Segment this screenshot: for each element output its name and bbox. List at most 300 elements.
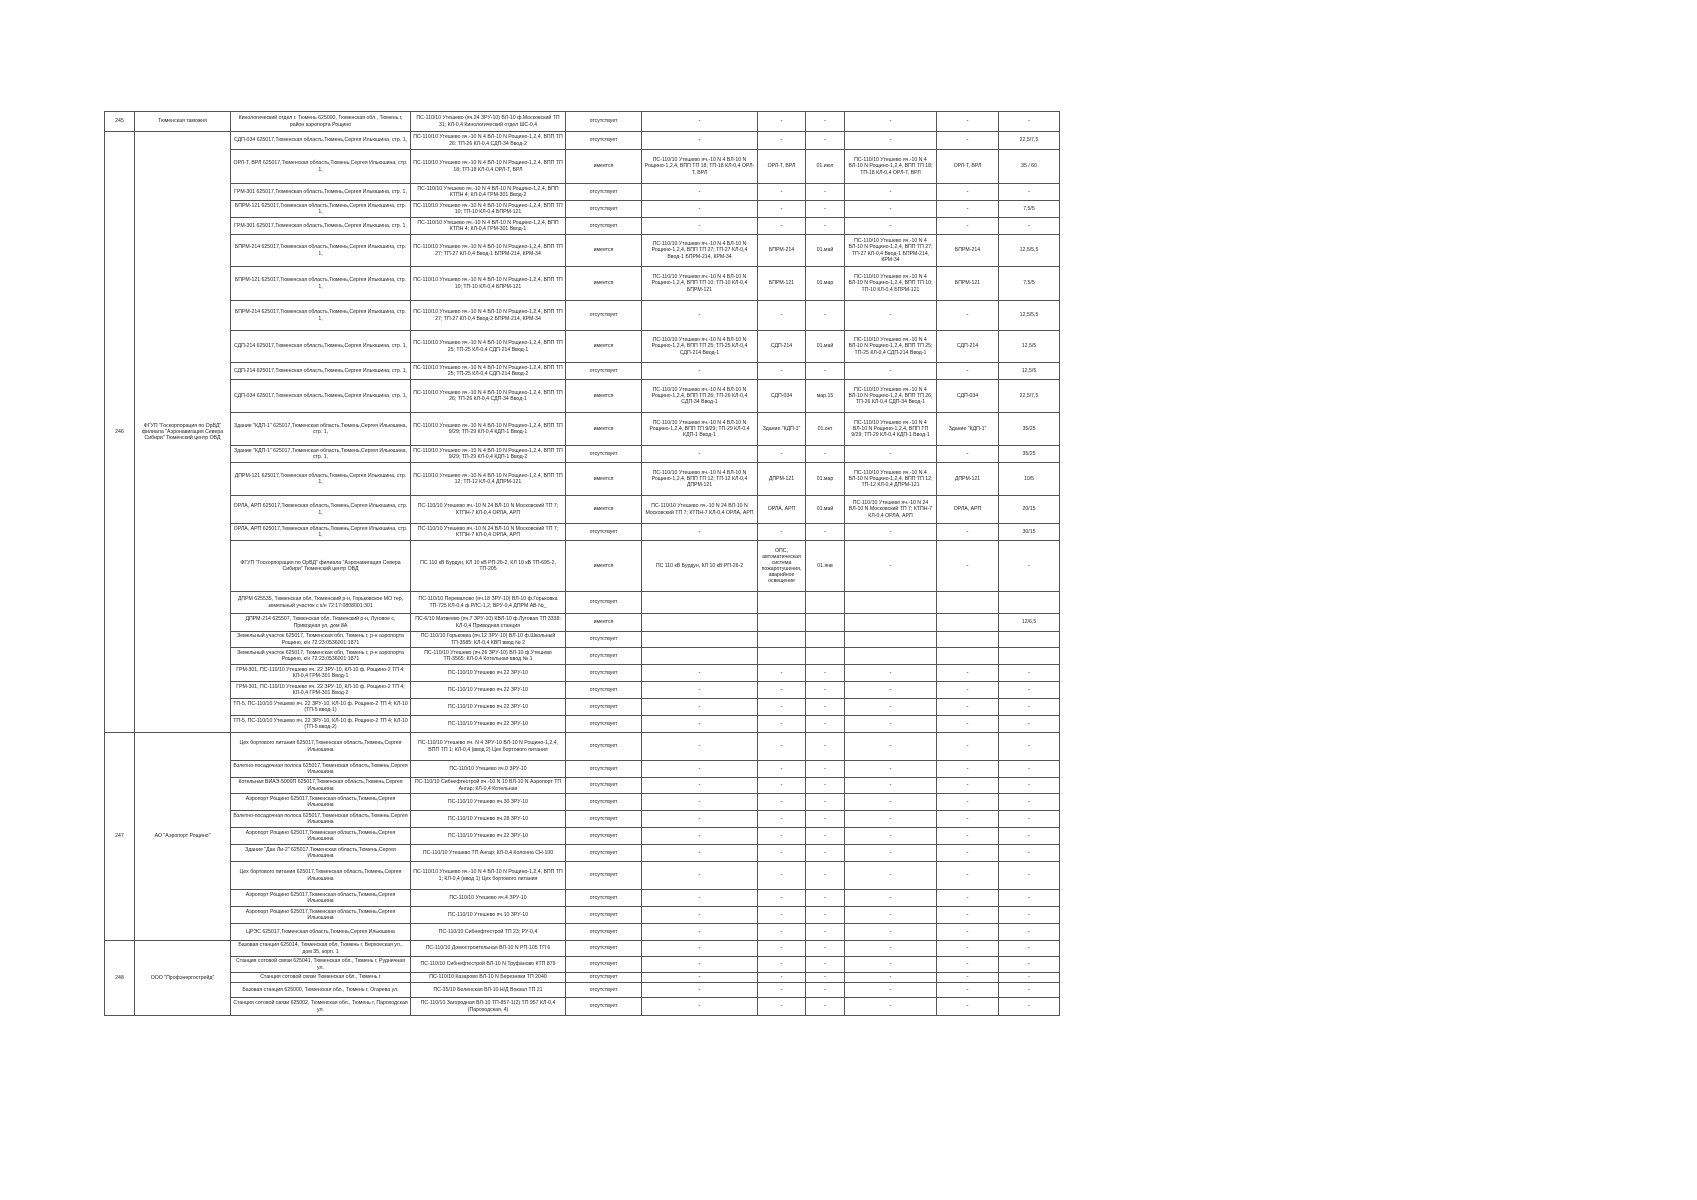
backup-object-2-cell: - [937,699,999,716]
power-source-cell: ПС-110/10 Утешево яч.22 ЗРУ-10 [411,828,566,845]
backup-object-2-cell: - [937,862,999,890]
backup-source-cell: ПС-110/10 Утешево яч.-10 N 4 ВЛ-10 N Рощино-1,2,4, ВПП ТП 18; ТП-18 КЛ-0,4 ОРЛ-Т, ВРЛ [642,150,758,184]
table-row [105,845,1155,862]
backup-source-2-cell: - [845,132,937,150]
backup-object-2-cell: - [937,811,999,828]
load-cell: 7,5/5 [999,267,1060,301]
power-source-cell: ПС-110/10 Утешево яч.28 ЗРУ-10 [411,811,566,828]
backup-object-cell: - [758,699,806,716]
load-cell: - [999,218,1060,235]
date-cell: - [806,446,845,463]
backup-object-2-cell: - [937,218,999,235]
backup-object-2-cell: - [937,924,999,941]
backup-source-cell: - [642,983,758,998]
backup-source-cell: - [642,794,758,811]
backup-source-cell: ПС-110/10 Утешево яч.-10 N 4 ВЛ-10 N Рощино-1,2,4, ВПП ТП 27; ТП-27 КЛ-0,4 Ввод-1 БПРМ-214, КРМ-34 [642,235,758,267]
backup-object-2-cell: СДП-214 [937,331,999,363]
table-row [105,828,1155,845]
status-cell: отсутствует [566,112,642,132]
status-cell: имеется [566,267,642,301]
backup-object-cell [758,592,806,614]
date-cell: 01.июл [806,150,845,184]
backup-object-2-cell: - [937,682,999,699]
load-cell: - [999,998,1060,1016]
status-cell: имеется [566,331,642,363]
table-row [105,941,1155,957]
load-cell: - [999,682,1060,699]
backup-object-cell [758,614,806,632]
status-cell: отсутствует [566,973,642,983]
power-source-cell: ПС-110/10 Утешево яч.22 ЗРУ-10 [411,716,566,733]
load-cell: 35/25 [999,413,1060,446]
backup-object-cell: - [758,811,806,828]
backup-source-cell: - [642,665,758,682]
organization-name: ООО "Профэнергострейд" [135,941,231,1016]
backup-object-2-cell: - [937,957,999,973]
status-cell: отсутствует [566,632,642,648]
backup-source-cell: ПС 110 кВ Бурдун, КЛ 10 кВ РП-26-2 [642,541,758,592]
object-address-cell: СДП-214 625017,Тюменская область,Тюмень,Сергея Ильюшина, стр. 1, [231,331,411,363]
status-cell: отсутствует [566,716,642,733]
load-cell: - [999,862,1060,890]
load-cell: 7,5/5 [999,201,1060,218]
date-cell: - [806,828,845,845]
backup-source-2-cell: - [845,184,937,201]
status-cell: отсутствует [566,998,642,1016]
table-row [105,907,1155,924]
backup-object-cell: - [758,828,806,845]
date-cell: - [806,811,845,828]
backup-object-2-cell: - [937,778,999,794]
backup-object-cell: СДП-034 [758,380,806,413]
backup-object-cell: - [758,973,806,983]
table-row [105,380,1155,413]
backup-object-cell: - [758,907,806,924]
status-cell: отсутствует [566,924,642,941]
object-address-cell: ДПРМ-121 625017,Тюменская область,Тюмень,Сергея Ильюшина, стр. 1, [231,463,411,496]
date-cell: 01.мар [806,463,845,496]
table-row [105,413,1155,446]
power-source-cell: ПС-110/10 Утешево яч.-10 N 4 ВЛ-10 N Рощино-1,2,4, ВПП ТП 25; ТП-25 КЛ-0,4 СДП-214 Ввод-1 [411,331,566,363]
backup-source-2-cell: ПС-110/10 Утешево яч.-10 N 4 ВЛ-10 N Рощино-1,2,4, ВПП ТП 25; ТП-25 КЛ-0,4 СДП-214 Ввод-1 [845,331,937,363]
object-address-cell: Станция сотовой связи Тюменская обл., Тюмень г [231,973,411,983]
backup-source-cell: - [642,890,758,907]
object-address-cell: ЦРЭС 625017,Тюменская область,Тюмень,Сергея Ильюшина [231,924,411,941]
backup-object-2-cell: - [937,733,999,761]
backup-source-cell: - [642,446,758,463]
backup-object-2-cell [937,592,999,614]
load-cell: 35 / 60 [999,150,1060,184]
object-address-cell: ОРЛА, АРП 625017,Тюменская область,Тюмень,Сергея Ильюшина, стр. 1, [231,496,411,524]
table-row [105,463,1155,496]
status-cell: отсутствует [566,811,642,828]
backup-object-cell [758,648,806,665]
backup-object-2-cell: ДПРМ-121 [937,463,999,496]
table-row [105,862,1155,890]
date-cell: - [806,132,845,150]
backup-source-2-cell: - [845,446,937,463]
backup-source-2-cell: ПС-110/10 Утешево яч.-10 N 4 ВЛ-10 N Рощино-1,2,4, ВПП ТП 26; ТП-26 КЛ-0,4 СДП-34 Ввод-1 [845,380,937,413]
backup-object-cell: - [758,682,806,699]
organization-name: ФГУП "Госкорпорация по ОрВД" филиала "Аэронавигация Севера Сибири" Тюменский центр ОВД [135,132,231,733]
backup-object-2-cell: - [937,201,999,218]
power-source-cell: ПС-110/10 Утешево яч.-10 N 4 ВЛ-10 N Рощино-1,2,4, ВПП ТП 10; ТП-10 КЛ-0,4 БПРМ-121 [411,267,566,301]
date-cell: - [806,201,845,218]
backup-object-2-cell: - [937,973,999,983]
backup-source-cell: - [642,132,758,150]
load-cell: - [999,665,1060,682]
load-cell: - [999,184,1060,201]
backup-object-cell: Здание "КДП-1" [758,413,806,446]
table-row [105,331,1155,363]
load-cell: 22,5/7,5 [999,380,1060,413]
object-address-cell: Базовая станция 625000, Тюменская обл., Тюмень г, Огарева ул. [231,983,411,998]
status-cell: имеется [566,541,642,592]
object-address-cell: Аэропорт Рощино 625017,Тюменская область,Тюмень,Сергея Ильюшина [231,907,411,924]
table-row [105,699,1155,716]
backup-source-2-cell: - [845,845,937,862]
power-source-cell: ПС-35/10 Беленская ВЛ-10 Н/Д Вокзал ТП 21 [411,983,566,998]
object-address-cell: СДП-034 625017,Тюменская область,Тюмень,Сергея Ильюшина, стр. 1, [231,132,411,150]
backup-object-cell [758,632,806,648]
object-address-cell: Аэропорт Рощино 625017,Тюменская область,Тюмень,Сергея Ильюшина [231,794,411,811]
load-cell: 10/5 [999,463,1060,496]
date-cell: - [806,699,845,716]
backup-source-cell: - [642,218,758,235]
date-cell: - [806,794,845,811]
backup-object-2-cell: Здание "КДП-1" [937,413,999,446]
power-source-cell: ПС-110/10 Казарово ВЛ-10 N Березняки ТП 2040 [411,973,566,983]
backup-source-2-cell: - [845,828,937,845]
backup-object-2-cell: - [937,998,999,1016]
power-source-cell: ПС-110/10 Утешево яч.0 ЗРУ-10 [411,761,566,778]
backup-source-2-cell: ПС-110/10 Утешево яч.-10 N 4 ВЛ-10 N Рощино-1,2,4, ВПП ТП 12; ТП-12 КЛ-0,4 ДПРМ-121 [845,463,937,496]
backup-source-2-cell: ПС-110/10 Утешево яч.-10 N 4 ВЛ-10 N Рощино-1,2,4, ВПП ТП 27; ТП-27 КЛ-0,4 Ввод-1 БПРМ-214, КРМ-34 [845,235,937,267]
load-cell: - [999,983,1060,998]
date-cell: - [806,890,845,907]
backup-object-2-cell [937,632,999,648]
load-cell: - [999,811,1060,828]
backup-source-2-cell: - [845,983,937,998]
backup-source-2-cell [845,614,937,632]
backup-object-2-cell: - [937,541,999,592]
status-cell: отсутствует [566,957,642,973]
table-row [105,446,1155,463]
status-cell: имеется [566,463,642,496]
date-cell: - [806,733,845,761]
power-source-cell: ПС-110/10 Утешево яч.-10 N 4 ВЛ-10 N Рощино-1,2,4, ВПП ТП 9/29; ТП-29 КЛ-0,4 КДП-1 Ввод-2 [411,446,566,463]
backup-object-cell: ОПС, автоматическая система пожаротушения, аварийное освещение [758,541,806,592]
status-cell: отсутствует [566,592,642,614]
date-cell: - [806,218,845,235]
object-address-cell: Аэропорт Рощино 625017,Тюменская область,Тюмень,Сергея Ильюшина [231,828,411,845]
object-address-cell: БПРМ-214 625017,Тюменская область,Тюмень,Сергея Ильюшина, стр. 1, [231,301,411,331]
power-source-cell: ПС-110/10 Утешево яч.-10 N 4 ВЛ-10 N Рощино-1,2,4, ВПП ТП 27; ТП-27 КЛ-0,4 Ввод-1 БПРМ-214, КРМ-34 [411,235,566,267]
power-source-cell: ПС-110/10 Утешево яч.-10 N 4 ВЛ-10 N Рощино-1,2,4, ВПП ТП 1; КЛ-0,4 (ввод 1) Цех бортового питания [411,862,566,890]
backup-source-cell [642,614,758,632]
date-cell: - [806,907,845,924]
load-cell: 12,5/5,5 [999,301,1060,331]
backup-source-cell: - [642,845,758,862]
date-cell: 01.май [806,331,845,363]
organization-name: АО "Аэропорт Рощино" [135,733,231,941]
power-source-cell: ПС-110/10 Утешево яч.-10 N 4 ВЛ-10 N Рощино-1,2,4, ВПП КТПН 4; КЛ-0,4 ГРМ-301 Ввод-1 [411,218,566,235]
status-cell: отсутствует [566,941,642,957]
backup-source-2-cell: - [845,363,937,380]
power-source-cell: ПС-110/10 Утешево (яч.26 ЗРУ-10) ВЛ-10 ф.Утешево ТП-3565: КЛ-0,4 Котельная ввод № 1 [411,648,566,665]
power-source-cell: ПС-110/10 Утешево яч.-10 N 4 ВЛ-10 N Рощино-1,2,4, ВПП ТП 9/29; ТП-29 КЛ-0,4 КДП-1 Ввод-1 [411,413,566,446]
backup-source-2-cell: - [845,998,937,1016]
table-row [105,716,1155,733]
load-cell: 12,5/5 [999,363,1060,380]
status-cell: отсутствует [566,184,642,201]
data-table-sheet [104,111,1154,1016]
backup-source-2-cell: - [845,201,937,218]
backup-source-2-cell: - [845,301,937,331]
backup-source-2-cell: - [845,924,937,941]
backup-source-cell: - [642,811,758,828]
backup-source-2-cell: - [845,682,937,699]
backup-object-cell: - [758,201,806,218]
backup-source-cell: - [642,112,758,132]
load-cell: - [999,733,1060,761]
load-cell: 12,5/5,5 [999,235,1060,267]
status-cell: отсутствует [566,301,642,331]
object-address-cell: Котельная ВИАЭ-5000П 625017,Тюменская область,Тюмень,Сергея Ильюшина [231,778,411,794]
table-row [105,794,1155,811]
power-source-cell: ПС-110/10 Утешево яч.-10 N 4 ВЛ-10 N Рощино-1,2,4, ВПП ТП 12; ТП-12 КЛ-0,4 ДПРМ-121 [411,463,566,496]
date-cell: - [806,862,845,890]
objects-table [104,111,1155,1016]
backup-object-cell: - [758,184,806,201]
power-source-cell: ПС-110/10 Утешево яч.-10 N 4 ВЛ-10 N Рощино-1,2,4, ВПП ТП 10; ТП-10 КЛ-0,4 БПРМ-121 [411,201,566,218]
power-source-cell: ПС-110/10 Утешево яч.-10 N 4 ВЛ-10 N Рощино-1,2,4, ВПП ТП 26: ТП-26 КЛ-0,4 СДП-34 Ввод-2 [411,132,566,150]
backup-source-2-cell: - [845,112,937,132]
table-row [105,924,1155,941]
object-address-cell: Кинологический отдел г. Тюмень 625000, Тюменская обл., Тюмень г, район аэропорта Рощино [231,112,411,132]
date-cell: мар.15 [806,380,845,413]
backup-source-cell: - [642,924,758,941]
backup-object-2-cell [937,614,999,632]
power-source-cell: ПС-110/10 Утешево яч.22 ЗРУ-10 [411,665,566,682]
backup-source-2-cell [845,648,937,665]
object-address-cell: СДП-214 625017,Тюменская область,Тюмень,Сергея Ильюшина, стр. 1, [231,363,411,380]
backup-object-2-cell: - [937,363,999,380]
backup-source-2-cell: - [845,733,937,761]
object-address-cell: ДПРМ-214 625507, Тюменская обл, Тюменский р-н, Луговое с, Приводная ул, дом 8А [231,614,411,632]
backup-source-cell: ПС-110/10 Утешево яч.-10 N 4 ВЛ-10 N Рощино-1,2,4, ВПП ТП 9/29; ТП-29 КЛ-0,4 КДП-1 Ввод-1 [642,413,758,446]
backup-source-2-cell [845,592,937,614]
object-address-cell: Цех бортового питания 625017,Тюменская область,Тюмень,Сергея Ильюшина [231,862,411,890]
backup-object-cell: - [758,665,806,682]
backup-object-cell: - [758,301,806,331]
status-cell: имеется [566,150,642,184]
object-address-cell: Земельный участок 625017, Тюменская обл, Тюмень г, р-н аэропорта Рощино, к/н 72:23:0536001:1871 [231,648,411,665]
date-cell: - [806,665,845,682]
backup-object-2-cell: - [937,845,999,862]
backup-object-2-cell: - [937,941,999,957]
date-cell: - [806,301,845,331]
object-address-cell: БПРМ-121 625017,Тюменская область,Тюмень,Сергея Ильюшина, стр. 1, [231,201,411,218]
power-source-cell: ПС-110/10 Утешево яч.-10 N 24 ВЛ-10 N Московский ТП 7; КТПН-7 КЛ-0,4 ОРЛА, АРП [411,524,566,541]
backup-source-cell: ПС-110/10 Утешево яч.-10 N 4 ВЛ-10 N Рощино-1,2,4, ВПП ТП 25; ТП-25 КЛ-0,4 СДП-214 Ввод-1 [642,331,758,363]
backup-object-2-cell: БПРМ-121 [937,267,999,301]
backup-object-cell: - [758,845,806,862]
status-cell: отсутствует [566,682,642,699]
status-cell: имеется [566,614,642,632]
power-source-cell: ПС-110/10 Утешево (яч.24 ЗРУ-10) ВЛ-10 ф.Московский ТП 31; КЛ-0,4 Кинологический отдел ШС-0,4 [411,112,566,132]
status-cell: отсутствует [566,778,642,794]
date-cell: - [806,941,845,957]
backup-object-cell: - [758,716,806,733]
load-cell: 35/25 [999,446,1060,463]
backup-source-cell: - [642,201,758,218]
backup-object-cell: СДП-214 [758,331,806,363]
load-cell: 22,5/7,5 [999,132,1060,150]
backup-source-2-cell [845,632,937,648]
table-row [105,665,1155,682]
date-cell: - [806,778,845,794]
status-cell: отсутствует [566,363,642,380]
backup-source-cell [642,648,758,665]
date-cell: - [806,761,845,778]
backup-source-2-cell: ПС-110/10 Утешево яч.-10 N 4 ВЛ-10 N Рощино-1,2,4, ВПП ТП 9/29; ТП-29 КЛ-0,4 КДП-1 Ввод-1 [845,413,937,446]
power-source-cell: ПС-110/10 Утешево яч.-10 N 4 ВЛ-10 N Рощино-1,2,4, ВПП ТП 26; ТП-26 КЛ-0,4 СДП-34 Ввод-1 [411,380,566,413]
backup-source-cell: - [642,998,758,1016]
load-cell: - [999,541,1060,592]
backup-source-2-cell: - [845,907,937,924]
status-cell: отсутствует [566,218,642,235]
object-address-cell: ГРМ-301, ПС-110/10 Утешево яч. 22 ЗРУ-10, КЛ-10 ф. Рощино-2 ТП 4; КЛ-0,4 ГРМ-301 Ввод-1 [231,665,411,682]
table-row [105,267,1155,301]
table-row [105,184,1155,201]
backup-object-2-cell: - [937,132,999,150]
power-source-cell: ПС-110/10 Сибнефтестрой ВЛ-10 N Труфаново КТП 879 [411,957,566,973]
backup-object-2-cell: - [937,828,999,845]
backup-object-2-cell: СДП-034 [937,380,999,413]
table-row [105,592,1155,614]
object-address-cell: БПРМ-214 625017,Тюменская область,Тюмень,Сергея Ильюшина, стр. 1, [231,235,411,267]
table-row [105,761,1155,778]
backup-source-2-cell: - [845,699,937,716]
table-row [105,541,1155,592]
status-cell: отсутствует [566,648,642,665]
date-cell: 01.мар [806,267,845,301]
backup-source-cell: - [642,733,758,761]
load-cell: - [999,761,1060,778]
object-address-cell: ГРМ-301 625017,Тюменская область,Тюмень,Сергея Ильюшина, стр. 1, [231,218,411,235]
table-row [105,983,1155,998]
date-cell [806,648,845,665]
status-cell: отсутствует [566,983,642,998]
power-source-cell: ПС-110/10 Загородная ВЛ-10 ТП-857-1(2) ТП 957 КЛ-0,4 (Пароходская, 4) [411,998,566,1016]
object-address-cell: Цех бортового питания 625017,Тюменская область,Тюмень,Сергея Ильюшина [231,733,411,761]
date-cell: - [806,845,845,862]
backup-object-2-cell: - [937,184,999,201]
backup-source-cell: ПС-110/10 Утешево яч.-10 N 4 ВЛ-10 N Рощино-1,2,4, ВПП ТП 10; ТП-10 КЛ-0,4 БПРМ-121 [642,267,758,301]
object-address-cell: ФГУП "Госкорпорация по ОрВД" филиала "Аэронавигация Севера Сибири" Тюменский центр ОВД [231,541,411,592]
status-cell: отсутствует [566,733,642,761]
load-cell: - [999,941,1060,957]
object-address-cell: ГРМ-301 625017,Тюменская область,Тюмень,Сергея Ильюшина, стр. 1, [231,184,411,201]
date-cell: - [806,524,845,541]
status-cell: отсутствует [566,665,642,682]
table-row [105,301,1155,331]
backup-object-2-cell: ОРЛА, АРП [937,496,999,524]
backup-source-2-cell: - [845,761,937,778]
backup-object-2-cell: - [937,112,999,132]
power-source-cell: ПС-110/10 Утешево яч.22 ЗРУ-10 [411,699,566,716]
power-source-cell: ПС-110/10 Утешево яч.4 ЗРУ-10 [411,890,566,907]
status-cell: отсутствует [566,699,642,716]
date-cell: - [806,112,845,132]
backup-source-2-cell: - [845,541,937,592]
backup-source-cell: - [642,907,758,924]
backup-object-cell: - [758,112,806,132]
date-cell: 01.май [806,235,845,267]
status-cell: имеется [566,413,642,446]
power-source-cell: ПС-110/10 Утешево яч.-10 N 4 ВЛ-10 N Рощино-1,2,4, ВПП ТП 18; ТП-18 КЛ-0,4 ОРЛ-Т, ВРЛ [411,150,566,184]
backup-object-cell: - [758,998,806,1016]
backup-object-2-cell: - [937,890,999,907]
power-source-cell: ПС-110/10 Утешево яч.30 ЗРУ-10 [411,794,566,811]
object-address-cell: ТП-5, ПС-110/10 Утешево яч. 22 ЗРУ-10, КЛ-10 ф. Рощино-2 ТП 4; КЛ-10 (ТП-5 ввод-1) [231,699,411,716]
backup-object-2-cell: БПРМ-214 [937,235,999,267]
backup-object-cell: - [758,363,806,380]
status-cell: отсутствует [566,446,642,463]
load-cell: - [999,845,1060,862]
power-source-cell: ПС-6/10 Матвеево (яч.7 ЗРУ-10) КВЛ-10 ф.Луговая ТП 3338: КЛ-0,4 Приводная станция [411,614,566,632]
table-row [105,235,1155,267]
date-cell: 01.янв [806,541,845,592]
backup-source-cell: - [642,524,758,541]
table-row [105,363,1155,380]
object-address-cell: Здание "Дан Ли-2" 625017,Тюменская область,Тюмень,Сергея Ильюшина [231,845,411,862]
object-address-cell: Земельный участок 625017, Тюменская обл, Тюмень г, р-н аэропорта Рощино, к/н 72:23:0536001:1871 [231,632,411,648]
date-cell: - [806,716,845,733]
power-source-cell: ПС-110/10 Горьковка (яч.12 ЗРУ-10) ВЛ-10 ф.Школьный ТП-3585: КЛ-0,4 КВП ввод № 2 [411,632,566,648]
status-cell: отсутствует [566,201,642,218]
object-address-cell: БПРМ-121 625017,Тюменская область,Тюмень,Сергея Ильюшина, стр. 1, [231,267,411,301]
backup-source-cell: - [642,363,758,380]
backup-object-2-cell: - [937,524,999,541]
object-address-cell: Базовая станция 625014, Тюменская обл, Тюмень г, Верхоеская ул., дом 35, корп. 1 [231,941,411,957]
backup-source-cell: ПС-110/10 Утешево яч.-10 N 4 ВЛ-10 N Рощино-1,2,4, ВПП ТП 26; ТП-26 КЛ-0,4 СДП-34 Ввод-1 [642,380,758,413]
date-cell: 01.окт [806,413,845,446]
backup-source-cell: - [642,973,758,983]
backup-source-2-cell: - [845,716,937,733]
load-cell: - [999,699,1060,716]
status-cell: отсутствует [566,524,642,541]
date-cell: - [806,983,845,998]
load-cell: 12/6,5 [999,614,1060,632]
object-address-cell: Здание "КДП-1" 625017,Тюменская область,Тюмень,Сергея Ильюшина, стр. 1, [231,446,411,463]
date-cell: - [806,998,845,1016]
load-cell: - [999,924,1060,941]
power-source-cell: ПС-110/10 Утешево яч.22 ЗРУ-10 [411,682,566,699]
backup-source-2-cell: - [845,524,937,541]
backup-object-2-cell: - [937,665,999,682]
power-source-cell: ПС-110/10 Утешево яч.-10 N 24 ВЛ-10 N Московский ТП 7; КТПН-7 КЛ-0,4 ОРЛА, АРП [411,496,566,524]
table-row [105,973,1155,983]
backup-source-2-cell: ПС-110/10 Утешево яч.-10 N 4 ВЛ-10 N Рощино-1,2,4, ВПП ТП 18; ТП-18 КЛ-0,4 ОРЛ-Т, ВРЛ [845,150,937,184]
backup-object-2-cell: - [937,446,999,463]
power-source-cell: ПС 110 кВ Бурдун, КЛ 10 кВ РП-26-2, КЛ 10 кВ ТП-695-2, ТП-205 [411,541,566,592]
status-cell: отсутствует [566,828,642,845]
object-address-cell: Аэропорт Рощино 625017,Тюменская область,Тюмень,Сергея Ильюшина [231,890,411,907]
status-cell: имеется [566,380,642,413]
date-cell: - [806,184,845,201]
